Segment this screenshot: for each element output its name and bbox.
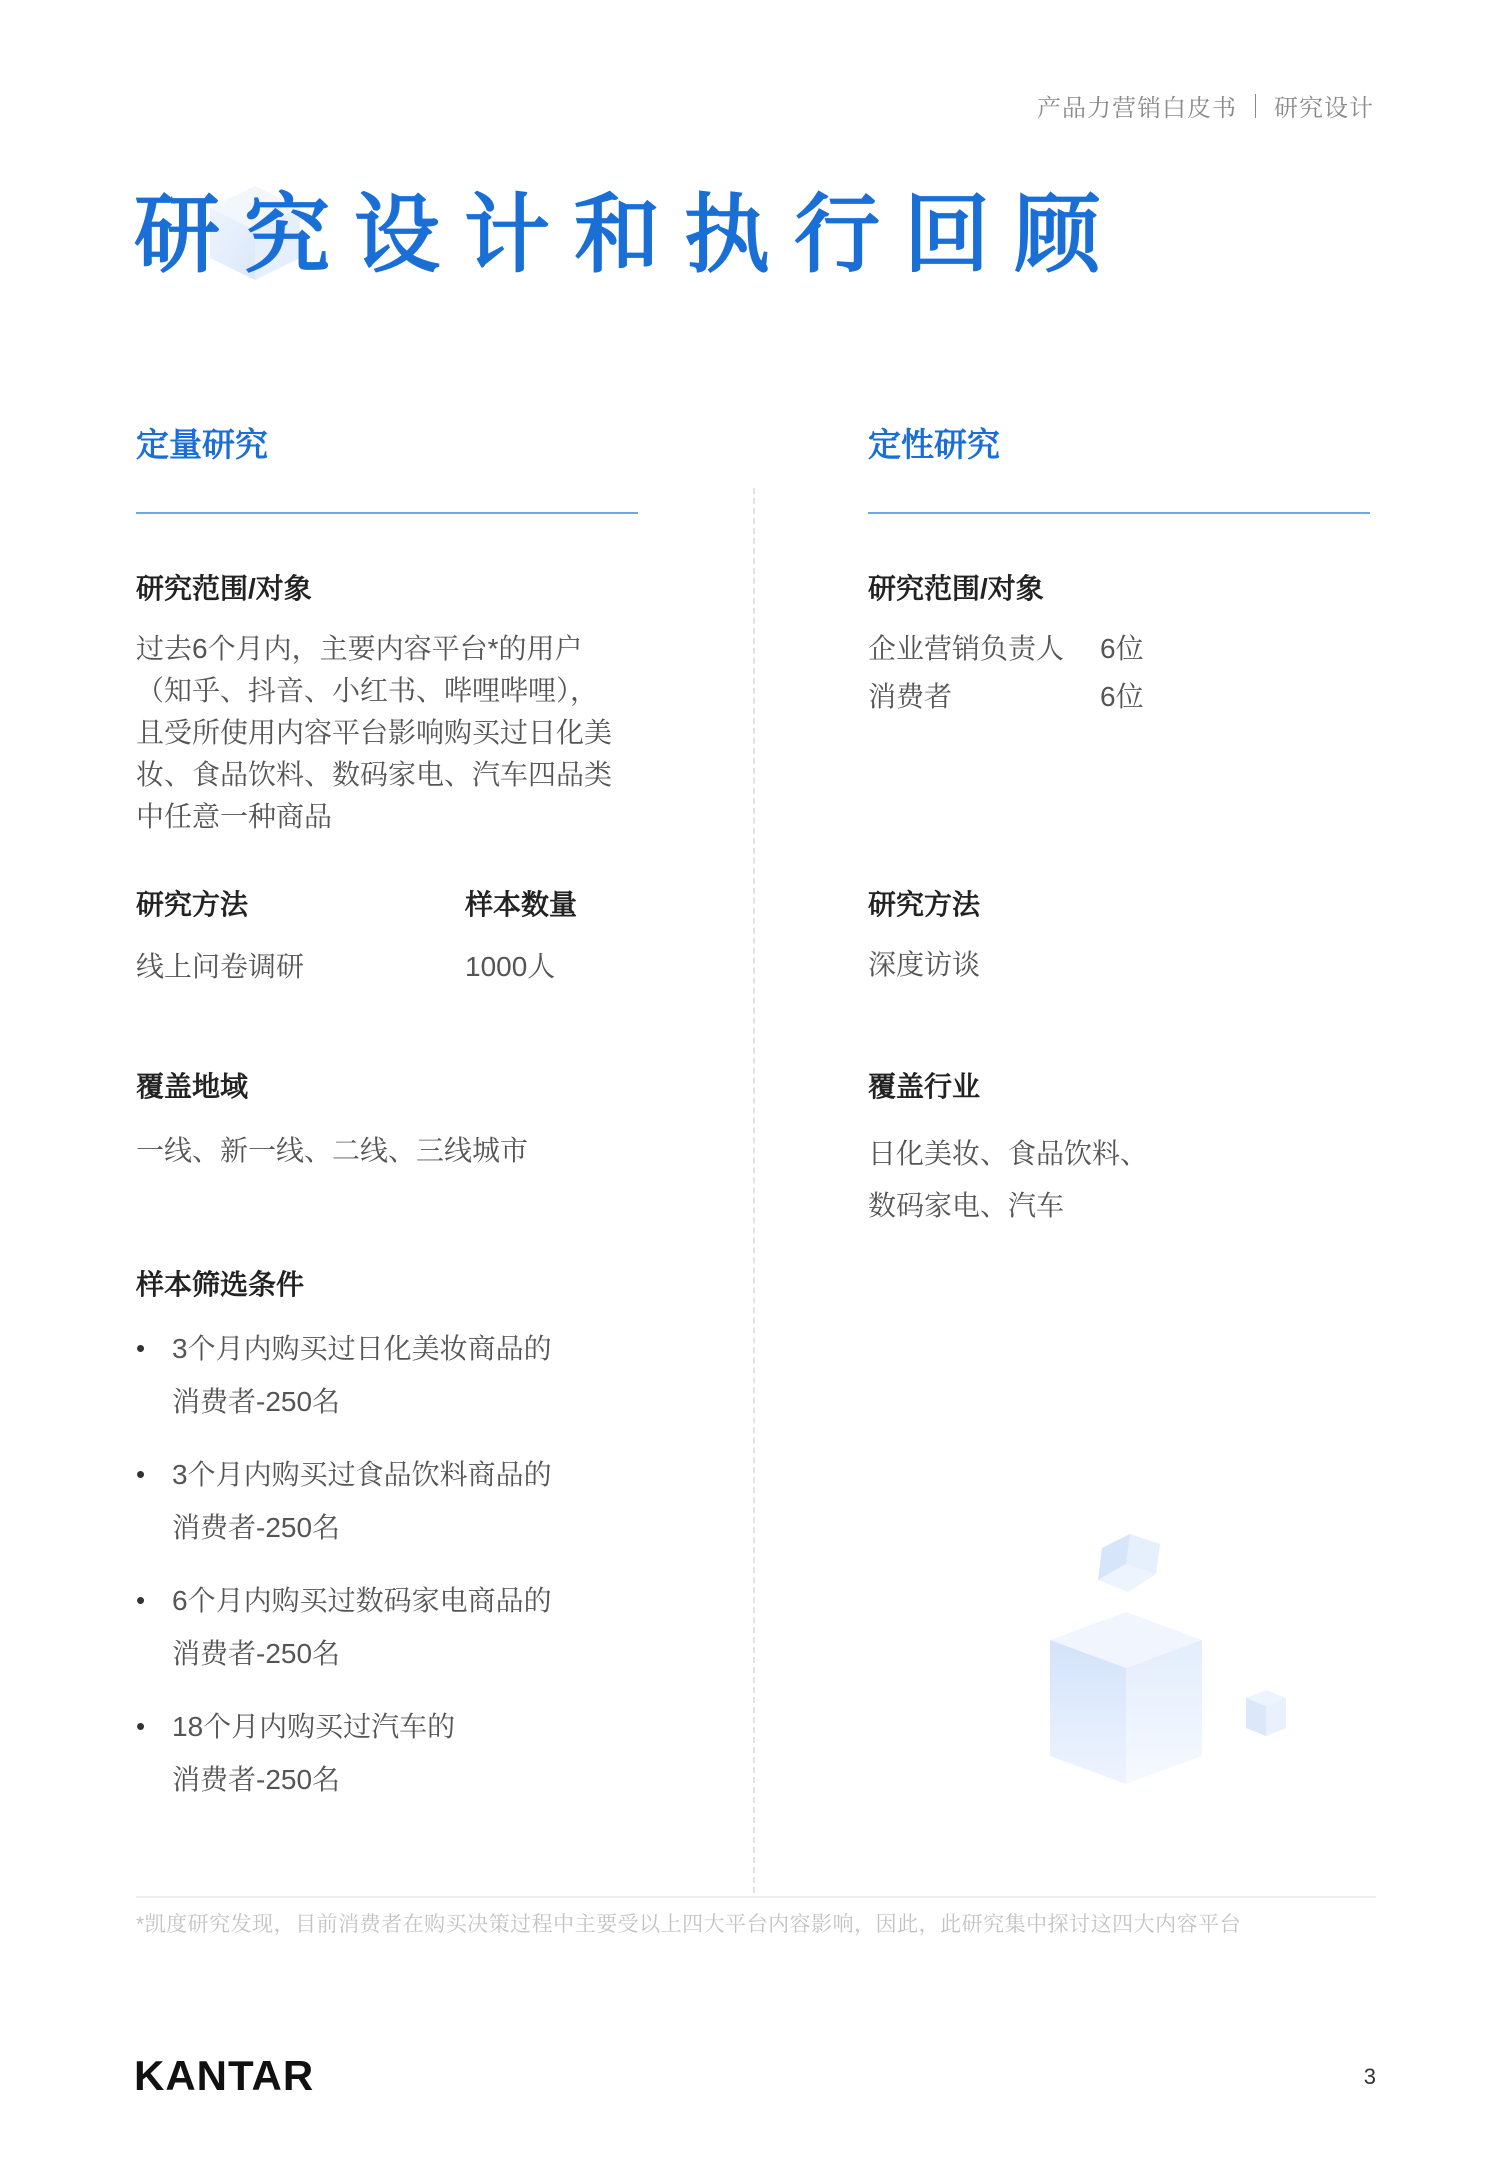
quantitative-column: [136, 420, 638, 514]
header-section: 研究设计: [1274, 95, 1374, 122]
quant-scope-line: 过去6个月内，主要内容平台*的用户: [136, 632, 583, 664]
qual-scope-rows: [868, 628, 1144, 718]
filter-line: 6个月内购买过数码家电商品的: [172, 1584, 552, 1616]
quant-scope-line: （知乎、抖音、小红书、哔哩哔哩），: [136, 674, 599, 706]
bullet-icon: •: [136, 1332, 146, 1363]
quant-scope-title: 研究范围/对象: [136, 573, 312, 604]
header-doc-title: 产品力营销白皮书: [1037, 95, 1237, 122]
quant-scope-line: 妆、食品饮料、数码家电、汽车四品类: [136, 758, 613, 790]
list-item: [136, 1448, 656, 1554]
filter-line: 3个月内购买过食品饮料商品的: [172, 1458, 552, 1490]
quantitative-heading-rule: [136, 512, 638, 514]
qual-industry-text: [868, 1128, 1148, 1232]
quant-method-value: 线上问卷调研: [136, 950, 305, 982]
filter-line: 3个月内购买过日化美妆商品的: [172, 1332, 552, 1364]
page-title: 研究设计和执行回顾: [134, 187, 1124, 283]
quant-method-title: 研究方法: [136, 889, 249, 920]
qual-industry-title: 覆盖行业: [868, 1071, 981, 1102]
page-number: 3: [1363, 2064, 1376, 2089]
qual-industry-block: [868, 1070, 1148, 1232]
bullet-icon: •: [136, 1458, 146, 1489]
quant-region-value: 一线、新一线、二线、三线城市: [136, 1134, 529, 1166]
running-header: [1037, 88, 1374, 123]
filter-line: 消费者-250名: [172, 1385, 341, 1417]
quant-sample-title: 样本数量: [465, 889, 578, 920]
qual-industry-line: 数码家电、汽车: [868, 1189, 1065, 1221]
qual-scope-label: 消费者: [868, 680, 953, 712]
qual-scope-label: 企业营销负责人: [868, 632, 1065, 664]
quant-scope-text: [136, 628, 656, 838]
qualitative-heading-rule: [868, 512, 1370, 514]
qual-scope-value: 6位: [1100, 680, 1144, 712]
qual-method-title: 研究方法: [868, 889, 981, 920]
quant-filter-title: 样本筛选条件: [136, 1269, 305, 1300]
quant-method-block: [136, 888, 304, 988]
filter-line: 消费者-250名: [172, 1637, 341, 1669]
kantar-logo: KANTAR: [134, 2052, 315, 2099]
quant-sample-block: [465, 888, 577, 988]
qualitative-heading: 定性研究: [868, 426, 1000, 463]
qual-scope-block: [868, 572, 1144, 718]
cube-decoration: [1040, 1530, 1300, 1790]
qualitative-column: [868, 420, 1370, 514]
quant-region-title: 覆盖地域: [136, 1071, 249, 1102]
quant-sample-value: 1000人: [465, 950, 556, 982]
qual-industry-line: 日化美妆、食品饮料、: [868, 1137, 1149, 1169]
quant-filter-block: [136, 1268, 656, 1826]
quant-region-block: [136, 1070, 528, 1172]
footnote: *凯度研究发现，目前消费者在购买决策过程中主要受以上四大平台内容影响，因此，此研究集中探讨这四大内容平台: [136, 1913, 1242, 1936]
bullet-icon: •: [136, 1710, 146, 1741]
list-item: [136, 1700, 656, 1806]
filter-line: 18个月内购买过汽车的: [172, 1710, 456, 1742]
qual-method-block: [868, 888, 980, 986]
qual-scope-value: 6位: [1100, 632, 1144, 664]
filter-line: 消费者-250名: [172, 1511, 341, 1543]
quantitative-heading: 定量研究: [136, 426, 268, 463]
quant-scope-line: 且受所使用内容平台影响购买过日化美: [136, 716, 613, 748]
list-item: [136, 1574, 656, 1680]
qual-scope-row: [868, 676, 1144, 718]
quant-filter-list: [136, 1322, 656, 1806]
filter-line: 消费者-250名: [172, 1763, 341, 1795]
qual-method-value: 深度访谈: [868, 948, 981, 980]
qual-scope-row: [868, 628, 1144, 670]
footnote-divider: [136, 1896, 1376, 1898]
column-divider: [753, 488, 755, 1893]
quant-scope-line: 中任意一种商品: [136, 800, 333, 832]
quant-scope-block: [136, 572, 656, 838]
list-item: [136, 1322, 656, 1428]
header-separator: [1255, 94, 1256, 118]
qual-scope-title: 研究范围/对象: [868, 573, 1044, 604]
bullet-icon: •: [136, 1584, 146, 1615]
